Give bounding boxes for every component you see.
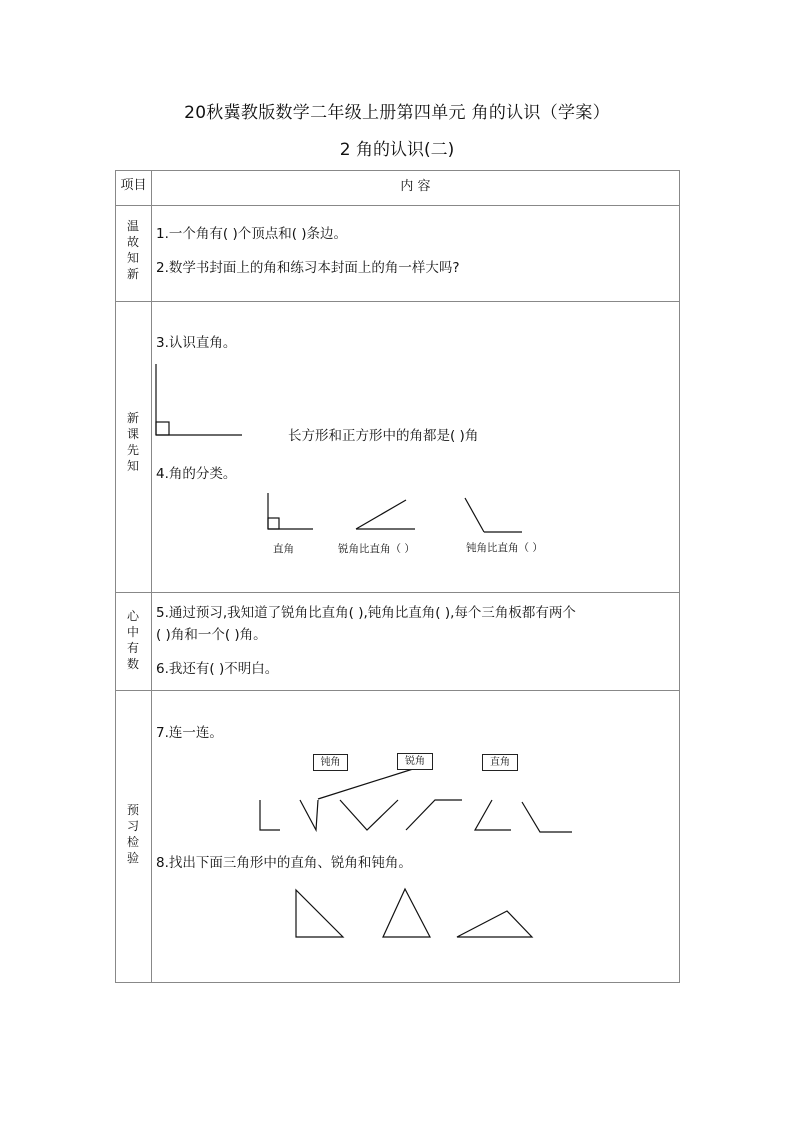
- label-warmup: 温 故 知 新: [126, 219, 139, 281]
- acute-angle-example: [356, 500, 415, 529]
- tag-obtuse: 钝角: [313, 754, 348, 771]
- matching-angles: [260, 769, 572, 832]
- match-angle-3: [340, 800, 398, 830]
- tag-acute: 锐角: [397, 753, 433, 770]
- label-reflect: 心 中 有 数: [126, 609, 139, 671]
- right-angle-figure: [156, 364, 242, 435]
- question-6: 6.我还有( )不明白。: [156, 661, 279, 677]
- question-2: 2.数学书封面上的角和练习本封面上的角一样大吗?: [156, 260, 460, 276]
- acute-triangle: [383, 889, 430, 937]
- tag-right: 直角: [482, 754, 518, 771]
- label-check: 预 习 检 验: [126, 803, 139, 865]
- connector-line: [318, 769, 413, 799]
- label-right-angle: 直角: [273, 543, 294, 555]
- question-7: 7.连一连。: [156, 725, 223, 741]
- match-angle-6: [522, 802, 572, 832]
- header-content: 内 容: [400, 179, 431, 194]
- match-angle-5: [475, 800, 511, 830]
- question-3: 3.认识直角。: [156, 335, 237, 351]
- document-title: 20秋冀教版数学二年级上册第四单元 角的认识（学案）: [184, 103, 610, 123]
- right-angle-example: [268, 493, 313, 529]
- label-obtuse-angle: 钝角比直角（ ）: [466, 542, 543, 554]
- question-8: 8.找出下面三角形中的直角、锐角和钝角。: [156, 855, 412, 871]
- right-triangle: [296, 890, 343, 937]
- label-acute-angle: 锐角比直角（ ）: [338, 543, 415, 555]
- lesson-subtitle: 2 角的认识(二): [339, 140, 455, 160]
- header-item: 项目: [120, 178, 147, 193]
- question-4: 4.角的分类。: [156, 466, 237, 482]
- match-angle-2: [300, 800, 318, 830]
- match-angle-4: [406, 800, 462, 830]
- obtuse-triangle: [457, 911, 532, 937]
- label-newlesson: 新 课 先 知: [126, 411, 139, 473]
- question-5-line2: ( )角和一个( )角。: [156, 627, 267, 643]
- match-angle-1: [260, 800, 280, 830]
- obtuse-angle-example: [465, 498, 522, 532]
- question-5-line1: 5.通过预习,我知道了锐角比直角( ),钝角比直角( ),每个三角板都有两个: [156, 605, 576, 621]
- question-1: 1.一个角有( )个顶点和( )条边。: [156, 226, 348, 242]
- question-3-text: 长方形和正方形中的角都是( )角: [288, 428, 479, 444]
- triangles: [296, 889, 532, 937]
- angle-classification-figures: [268, 493, 522, 532]
